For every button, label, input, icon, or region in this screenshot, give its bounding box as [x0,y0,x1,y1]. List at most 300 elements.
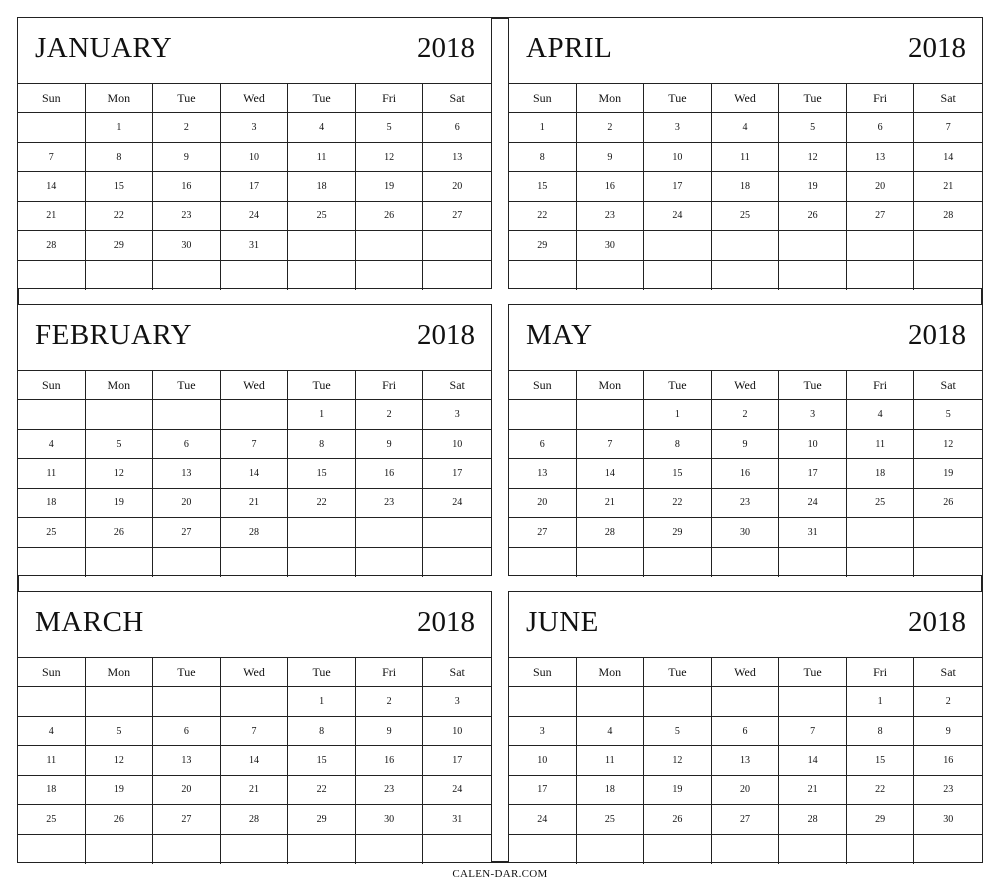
day-cell [356,518,424,547]
day-cell: 29 [644,518,712,547]
day-cell: 28 [577,518,645,547]
weekday-header: Fri [356,84,424,113]
day-cell: 6 [153,430,221,459]
day-cell [153,400,221,429]
day-cell: 21 [221,776,289,805]
day-cell: 30 [356,805,424,834]
day-cell: 18 [288,172,356,201]
day-cell: 3 [423,687,491,716]
day-grid [18,658,491,864]
day-cell [221,687,289,716]
weekday-header: Fri [847,84,915,113]
day-cell: 13 [153,746,221,775]
day-cell: 18 [18,489,86,518]
day-cell: 20 [509,489,577,518]
day-cell: 18 [577,776,645,805]
day-cell [712,231,780,260]
day-cell: 25 [577,805,645,834]
day-cell: 27 [712,805,780,834]
day-cell: 30 [712,518,780,547]
day-cell: 9 [356,717,424,746]
day-cell: 23 [577,202,645,231]
day-cell: 9 [914,717,982,746]
day-cell [423,231,491,260]
day-cell [86,687,154,716]
day-cell: 1 [288,687,356,716]
day-cell: 22 [86,202,154,231]
day-cell: 1 [288,400,356,429]
weekday-header: Mon [577,84,645,113]
day-cell: 1 [509,113,577,142]
weekday-header: Tue [644,658,712,687]
weekday-header: Fri [847,371,915,400]
day-cell: 5 [914,400,982,429]
month-april [508,17,983,289]
day-cell: 22 [644,489,712,518]
weekday-header: Tue [288,658,356,687]
day-cell: 24 [644,202,712,231]
day-cell: 5 [644,717,712,746]
day-cell: 16 [356,746,424,775]
day-cell: 19 [644,776,712,805]
weekday-header: Fri [356,658,424,687]
weekday-header: Wed [221,84,289,113]
day-cell: 28 [914,202,982,231]
day-cell: 19 [86,489,154,518]
day-cell: 7 [914,113,982,142]
weekday-header: Sun [509,658,577,687]
day-cell: 24 [423,489,491,518]
day-cell: 21 [914,172,982,201]
day-cell: 31 [221,231,289,260]
day-cell: 12 [86,459,154,488]
day-cell [86,835,154,864]
day-cell [914,518,982,547]
day-cell: 20 [153,489,221,518]
day-cell [779,548,847,577]
day-cell: 10 [509,746,577,775]
day-cell: 18 [847,459,915,488]
day-cell: 24 [509,805,577,834]
month-year: 2018 [908,32,966,64]
day-cell: 23 [712,489,780,518]
day-cell: 11 [18,746,86,775]
day-cell: 8 [288,717,356,746]
weekday-header: Tue [644,84,712,113]
day-cell [644,835,712,864]
day-cell: 22 [288,776,356,805]
day-cell: 21 [18,202,86,231]
day-cell: 18 [18,776,86,805]
day-cell [18,835,86,864]
weekday-header: Sun [509,84,577,113]
weekday-header: Tue [288,84,356,113]
day-cell: 11 [18,459,86,488]
day-cell: 22 [509,202,577,231]
day-cell [644,261,712,290]
day-cell [779,835,847,864]
month-year: 2018 [417,32,475,64]
day-grid [509,84,982,290]
day-cell [423,548,491,577]
day-cell: 8 [847,717,915,746]
day-cell: 7 [221,430,289,459]
day-cell: 4 [288,113,356,142]
day-cell [288,231,356,260]
day-cell [221,548,289,577]
day-cell: 25 [288,202,356,231]
day-cell: 7 [779,717,847,746]
day-cell: 3 [779,400,847,429]
day-cell: 26 [779,202,847,231]
day-cell [779,231,847,260]
weekday-header: Wed [712,84,780,113]
day-cell: 14 [779,746,847,775]
day-cell: 29 [86,231,154,260]
day-cell [577,400,645,429]
weekday-header: Tue [779,84,847,113]
day-cell [18,548,86,577]
day-cell: 31 [779,518,847,547]
day-cell: 28 [779,805,847,834]
weekday-header: Tue [153,371,221,400]
day-cell: 2 [577,113,645,142]
weekday-header: Sat [914,371,982,400]
day-cell: 5 [356,113,424,142]
day-cell: 26 [86,805,154,834]
day-cell: 1 [644,400,712,429]
day-cell: 10 [423,717,491,746]
day-cell [644,231,712,260]
day-cell [86,548,154,577]
month-name: MARCH [35,606,144,638]
day-cell: 1 [86,113,154,142]
day-cell: 11 [577,746,645,775]
day-cell: 17 [221,172,289,201]
day-cell: 29 [509,231,577,260]
day-cell: 2 [356,400,424,429]
day-cell: 4 [712,113,780,142]
day-cell: 2 [356,687,424,716]
day-cell [423,518,491,547]
day-cell: 10 [221,143,289,172]
day-cell: 16 [153,172,221,201]
day-grid [18,371,491,577]
day-cell: 26 [914,489,982,518]
month-header [509,305,982,371]
day-cell: 30 [914,805,982,834]
day-cell: 26 [356,202,424,231]
day-cell: 15 [288,459,356,488]
day-cell [914,261,982,290]
weekday-header: Sat [423,371,491,400]
day-cell [847,261,915,290]
weekday-header: Mon [86,658,154,687]
day-grid [509,371,982,577]
day-cell [847,548,915,577]
day-cell [86,400,154,429]
day-cell: 3 [423,400,491,429]
month-name: FEBRUARY [35,319,193,351]
day-cell [779,687,847,716]
day-cell [577,687,645,716]
month-name: JUNE [526,606,599,638]
day-cell: 4 [18,717,86,746]
day-cell: 9 [577,143,645,172]
day-cell: 15 [509,172,577,201]
day-cell [644,687,712,716]
day-cell: 4 [18,430,86,459]
day-cell [153,835,221,864]
day-cell: 4 [847,400,915,429]
day-cell: 9 [153,143,221,172]
month-header [509,18,982,84]
day-cell: 20 [423,172,491,201]
day-cell: 6 [423,113,491,142]
weekday-header: Sat [423,658,491,687]
weekday-header: Mon [577,371,645,400]
day-cell: 2 [712,400,780,429]
day-cell: 12 [644,746,712,775]
day-cell: 15 [86,172,154,201]
day-cell: 19 [779,172,847,201]
day-cell: 17 [423,746,491,775]
day-cell: 12 [86,746,154,775]
day-cell [712,548,780,577]
day-cell: 22 [288,489,356,518]
day-cell [577,261,645,290]
day-cell: 3 [221,113,289,142]
day-cell: 6 [153,717,221,746]
day-cell [288,518,356,547]
month-year: 2018 [908,319,966,351]
day-cell [779,261,847,290]
day-cell: 28 [18,231,86,260]
weekday-header: Tue [644,371,712,400]
day-cell: 27 [509,518,577,547]
day-cell: 5 [86,430,154,459]
day-cell: 21 [221,489,289,518]
weekday-header: Tue [779,658,847,687]
day-cell: 23 [356,776,424,805]
day-cell: 15 [644,459,712,488]
day-cell: 23 [914,776,982,805]
day-cell [221,400,289,429]
day-cell: 13 [847,143,915,172]
day-cell: 10 [423,430,491,459]
day-cell [356,548,424,577]
day-cell: 19 [914,459,982,488]
day-cell: 23 [153,202,221,231]
day-cell: 17 [644,172,712,201]
day-cell: 23 [356,489,424,518]
month-header [18,18,491,84]
month-year: 2018 [417,606,475,638]
day-cell: 11 [712,143,780,172]
day-cell: 7 [577,430,645,459]
day-cell: 28 [221,805,289,834]
day-cell: 17 [509,776,577,805]
day-cell: 9 [356,430,424,459]
month-header [509,592,982,658]
day-cell: 16 [577,172,645,201]
day-cell: 19 [86,776,154,805]
day-cell: 27 [153,805,221,834]
day-cell: 29 [288,805,356,834]
day-cell: 3 [644,113,712,142]
day-cell: 6 [509,430,577,459]
month-march [17,591,492,863]
day-cell: 3 [509,717,577,746]
day-cell [712,687,780,716]
day-cell: 21 [779,776,847,805]
day-cell [644,548,712,577]
day-cell: 17 [423,459,491,488]
day-cell: 14 [221,459,289,488]
day-cell: 8 [644,430,712,459]
day-cell [509,400,577,429]
day-cell: 5 [86,717,154,746]
day-cell: 25 [18,518,86,547]
day-cell [509,687,577,716]
day-cell: 25 [18,805,86,834]
day-cell [847,231,915,260]
day-cell: 21 [577,489,645,518]
day-cell: 2 [153,113,221,142]
day-cell [423,261,491,290]
day-cell [847,518,915,547]
weekday-header: Sat [914,84,982,113]
weekday-header: Fri [847,658,915,687]
day-cell: 10 [779,430,847,459]
day-cell [847,835,915,864]
day-cell: 9 [712,430,780,459]
day-cell: 16 [712,459,780,488]
day-cell: 14 [577,459,645,488]
day-cell: 16 [356,459,424,488]
day-cell: 7 [221,717,289,746]
day-cell [153,261,221,290]
weekday-header: Sat [914,658,982,687]
month-header [18,592,491,658]
day-cell [288,835,356,864]
month-january [17,17,492,289]
weekday-header: Mon [86,84,154,113]
day-cell: 11 [847,430,915,459]
weekday-header: Sun [18,658,86,687]
day-cell: 27 [423,202,491,231]
day-cell: 13 [153,459,221,488]
day-cell [153,548,221,577]
day-cell [153,687,221,716]
weekday-header: Wed [712,658,780,687]
day-cell: 29 [847,805,915,834]
day-cell: 2 [914,687,982,716]
weekday-header: Tue [779,371,847,400]
month-header [18,305,491,371]
day-cell: 27 [153,518,221,547]
day-cell: 12 [356,143,424,172]
day-cell [914,835,982,864]
weekday-header: Sun [509,371,577,400]
day-cell [288,548,356,577]
day-cell: 24 [423,776,491,805]
day-cell [18,687,86,716]
day-cell: 8 [288,430,356,459]
month-name: JANUARY [35,32,173,64]
day-cell: 19 [356,172,424,201]
day-cell [509,548,577,577]
day-cell: 15 [847,746,915,775]
day-cell: 28 [221,518,289,547]
day-cell: 25 [847,489,915,518]
day-cell: 14 [221,746,289,775]
day-cell: 18 [712,172,780,201]
month-name: APRIL [526,32,613,64]
day-cell [423,835,491,864]
day-cell [86,261,154,290]
day-cell: 11 [288,143,356,172]
day-cell [356,835,424,864]
weekday-header: Wed [712,371,780,400]
weekday-header: Fri [356,371,424,400]
day-cell: 20 [712,776,780,805]
day-cell: 13 [509,459,577,488]
day-cell: 13 [712,746,780,775]
day-cell [18,113,86,142]
day-cell: 7 [18,143,86,172]
day-cell [509,261,577,290]
day-cell: 20 [847,172,915,201]
day-cell: 31 [423,805,491,834]
day-cell: 24 [221,202,289,231]
weekday-header: Tue [153,84,221,113]
month-may [508,304,983,576]
weekday-header: Sun [18,371,86,400]
day-cell [509,835,577,864]
day-cell [221,261,289,290]
day-cell: 26 [86,518,154,547]
day-cell: 30 [153,231,221,260]
month-name: MAY [526,319,593,351]
day-cell: 14 [914,143,982,172]
day-cell: 6 [847,113,915,142]
month-february [17,304,492,576]
day-cell [18,261,86,290]
day-cell [221,835,289,864]
day-cell: 4 [577,717,645,746]
day-cell: 8 [86,143,154,172]
day-cell: 30 [577,231,645,260]
day-cell: 10 [644,143,712,172]
day-cell: 25 [712,202,780,231]
weekday-header: Mon [86,371,154,400]
day-cell: 1 [847,687,915,716]
day-cell [914,548,982,577]
day-cell: 22 [847,776,915,805]
day-cell [577,835,645,864]
day-cell: 16 [914,746,982,775]
day-cell [712,835,780,864]
day-cell: 17 [779,459,847,488]
day-cell: 12 [914,430,982,459]
site-credit: CALEN-DAR.COM [452,868,548,880]
day-cell: 14 [18,172,86,201]
day-cell: 13 [423,143,491,172]
weekday-header: Wed [221,658,289,687]
day-cell: 15 [288,746,356,775]
weekday-header: Tue [153,658,221,687]
